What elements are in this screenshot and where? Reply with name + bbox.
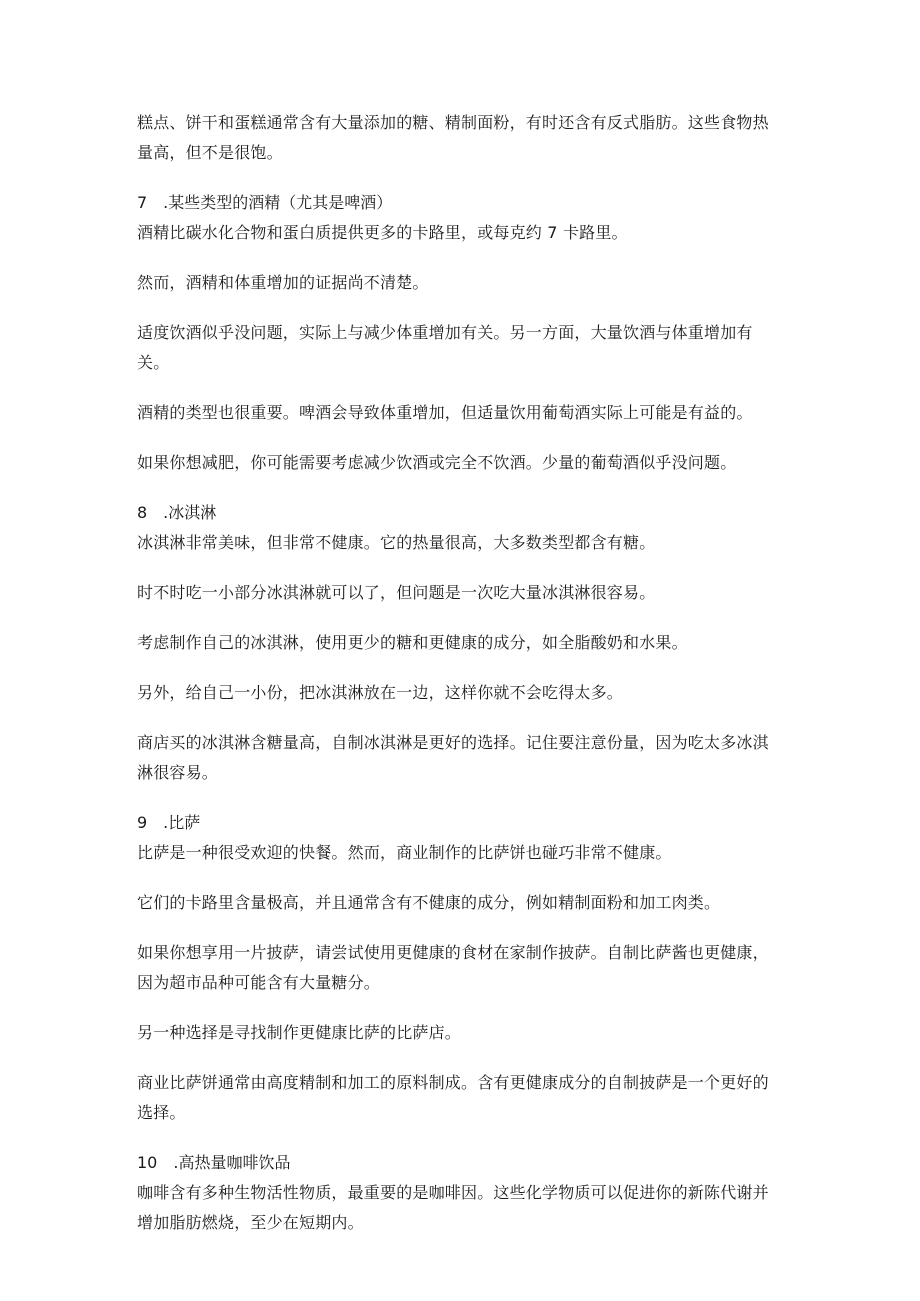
paragraph: 考虑制作自己的冰淇淋，使用更少的糖和更健康的成分，如全脂酸奶和水果。 [137,633,688,652]
document-page [137,108,782,1238]
paragraph: 商业比萨饼通常由高度精制和加工的原料制成。含有更健康成分的自制披萨是一个更好的选择。 [137,1073,769,1122]
paragraph: 另一种选择是寻找制作更健康比萨的比萨店。 [137,1023,462,1042]
paragraph: 适度饮酒似乎没问题，实际上与减少体重增加有关。另一方面，大量饮酒与体重增加有关。 [137,323,753,372]
section-heading: 8 .冰淇淋 [137,503,217,522]
paragraph: 糕点、饼干和蛋糕通常含有大量添加的糖、精制面粉，有时还含有反式脂肪。这些食物热量高，但不是很饱。 [137,113,769,162]
paragraph: 比萨是一种很受欢迎的快餐。然而，商业制作的比萨饼也碰巧非常不健康。 [137,843,672,862]
paragraph: 另外，给自己一小份，把冰淇淋放在一边，这样你就不会吃得太多。 [137,683,624,702]
section-heading: 10 .高热量咖啡饮品 [137,1153,291,1172]
paragraph: 咖啡含有多种生物活性物质，最重要的是咖啡因。这些化学物质可以促进你的新陈代谢并增加脂肪燃烧，至少在短期内。 [137,1183,769,1232]
paragraph: 它们的卡路里含量极高，并且通常含有不健康的成分，例如精制面粉和加工肉类。 [137,893,721,912]
paragraph: 冰淇淋非常美味，但非常不健康。它的热量很高，大多数类型都含有糖。 [137,533,656,552]
paragraph: 酒精的类型也很重要。啤酒会导致体重增加，但适量饮用葡萄酒实际上可能是有益的。 [137,403,753,422]
section-heading: 9 .比萨 [137,813,201,832]
paragraph: 如果你想享用一片披萨，请尝试使用更健康的食材在家制作披萨。自制比萨酱也更健康，因为超市品种可能含有大量糖分。 [137,943,769,992]
paragraph: 酒精比碳水化合物和蛋白质提供更多的卡路里，或每克约 7 卡路里。 [137,223,628,242]
paragraph: 时不时吃一小部分冰淇淋就可以了，但问题是一次吃大量冰淇淋很容易。 [137,583,656,602]
section-heading: 7 .某些类型的酒精（尤其是啤酒） [137,193,393,212]
paragraph: 然而，酒精和体重增加的证据尚不清楚。 [137,273,429,292]
paragraph: 商店买的冰淇淋含糖量高，自制冰淇淋是更好的选择。记住要注意份量，因为吃太多冰淇淋很容易。 [137,733,769,782]
paragraph: 如果你想减肥，你可能需要考虑减少饮酒或完全不饮酒。少量的葡萄酒似乎没问题。 [137,453,737,472]
